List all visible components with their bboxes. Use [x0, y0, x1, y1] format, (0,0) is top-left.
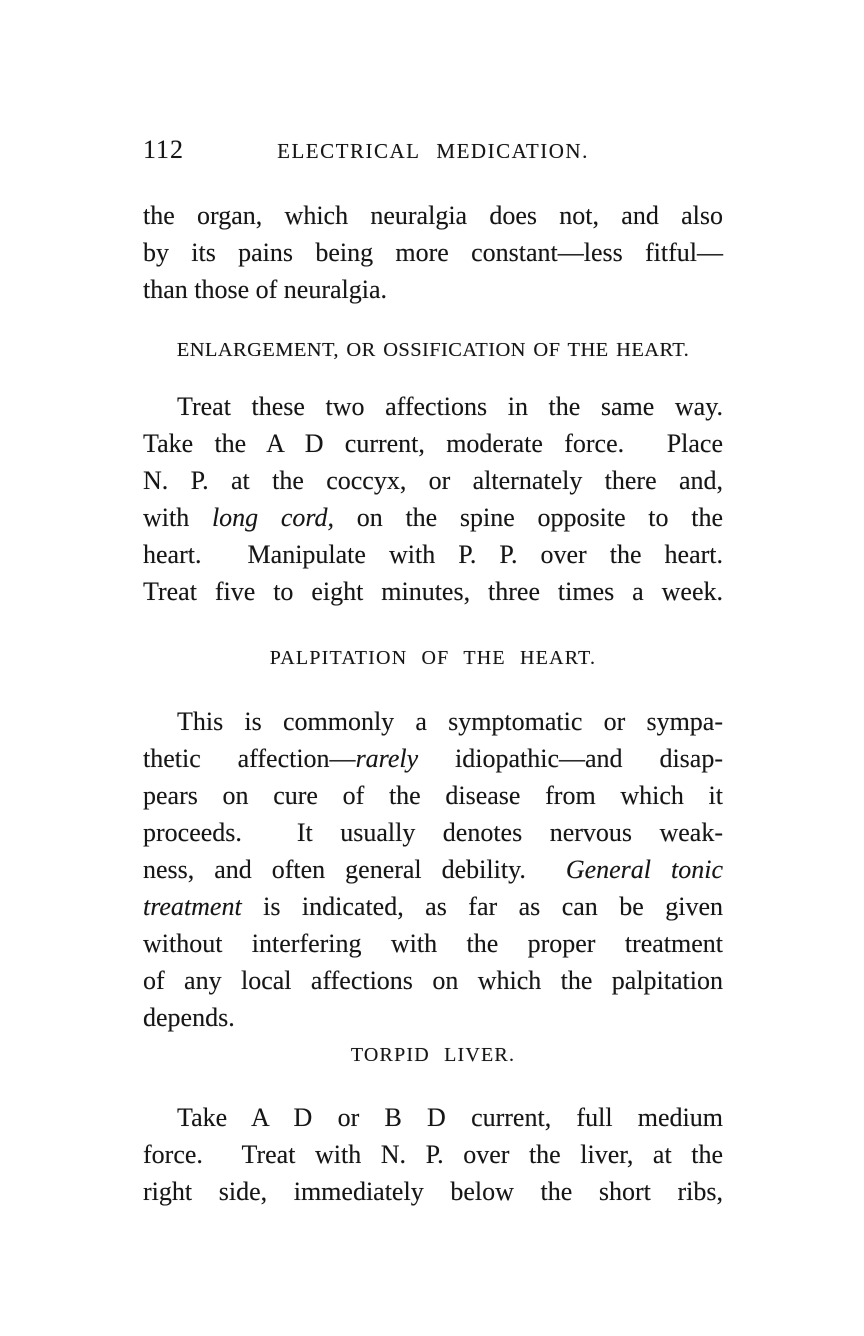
text-line: [143, 234, 723, 271]
text-segment: force. Treat with N. P. over the liver, at the: [143, 1140, 723, 1169]
text-segment: heart. Manipulate with P. P. over the heart.: [143, 540, 723, 569]
page-number: 112: [143, 135, 185, 164]
text-segment: on the spine opposite to the: [334, 503, 723, 532]
text-line: [143, 573, 723, 610]
text-segment: pears on cure of the disease from which it: [143, 781, 723, 810]
italic-text-segment: General tonic: [565, 855, 723, 884]
text-segment: right side, immediately below the short ribs,: [143, 1177, 723, 1206]
page-header: [143, 136, 723, 164]
text-segment: thetic affection—: [143, 744, 356, 773]
text-segment: proceeds. It usually denotes nervous weak-: [143, 818, 723, 847]
paragraph: [143, 388, 723, 610]
text-segment: is indicated, as far as can be given: [241, 892, 723, 921]
text-line: [143, 388, 723, 425]
text-line: [143, 851, 723, 888]
text-segment: by its pains being more constant—less fitful—: [143, 238, 723, 267]
text-line: [143, 197, 723, 234]
text-segment: Treat these two affections in the same way.: [177, 392, 723, 421]
text-line: [143, 462, 723, 499]
text-line: [143, 1136, 723, 1173]
text-line: [143, 536, 723, 573]
text-segment: of any local affections on which the palpitation: [143, 966, 723, 995]
text-line: [143, 271, 723, 308]
text-segment: the organ, which neuralgia does not, and also: [143, 201, 723, 230]
page-body: [143, 197, 723, 1210]
text-segment: N. P. at the coccyx, or alternately there and,: [143, 466, 723, 495]
paragraph: [143, 197, 723, 308]
text-segment: idiopathic—and disap-: [418, 744, 723, 773]
paragraph: [143, 703, 723, 1036]
text-line: [143, 1173, 723, 1210]
text-segment: This is commonly a symptomatic or sympa-: [177, 707, 723, 736]
text-line: [143, 777, 723, 814]
italic-text-segment: long cord,: [211, 503, 335, 532]
text-line: [143, 888, 723, 925]
text-line: [143, 740, 723, 777]
text-line: [143, 499, 723, 536]
italic-text-segment: treatment: [143, 892, 242, 921]
book-page: [143, 0, 723, 1210]
text-segment: ness, and often general debility.: [143, 855, 566, 884]
text-line: [143, 999, 723, 1036]
text-line: [143, 925, 723, 962]
section-heading: ENLARGEMENT, OR OSSIFICATION OF THE HEART.: [176, 339, 690, 361]
italic-text-segment: rarely: [355, 744, 419, 773]
text-segment: without interfering with the proper treatment: [143, 929, 723, 958]
text-line: [143, 703, 723, 740]
text-segment: Take the A D current, moderate force. Place: [143, 429, 723, 458]
text-segment: depends.: [143, 1003, 235, 1032]
text-segment: Take A D or B D current, full medium: [177, 1103, 723, 1132]
text-line: [143, 962, 723, 999]
section-heading: PALPITATION OF THE HEART.: [269, 647, 597, 669]
text-segment: with: [143, 503, 212, 532]
text-segment: Treat five to eight minutes, three times a week.: [143, 577, 723, 606]
section-heading: TORPID LIVER.: [350, 1044, 516, 1066]
text-line: [143, 814, 723, 851]
text-line: [143, 425, 723, 462]
paragraph: [143, 1099, 723, 1210]
text-line: [143, 1099, 723, 1136]
running-head: ELECTRICAL MEDICATION.: [277, 139, 589, 163]
text-segment: than those of neuralgia.: [143, 275, 388, 304]
